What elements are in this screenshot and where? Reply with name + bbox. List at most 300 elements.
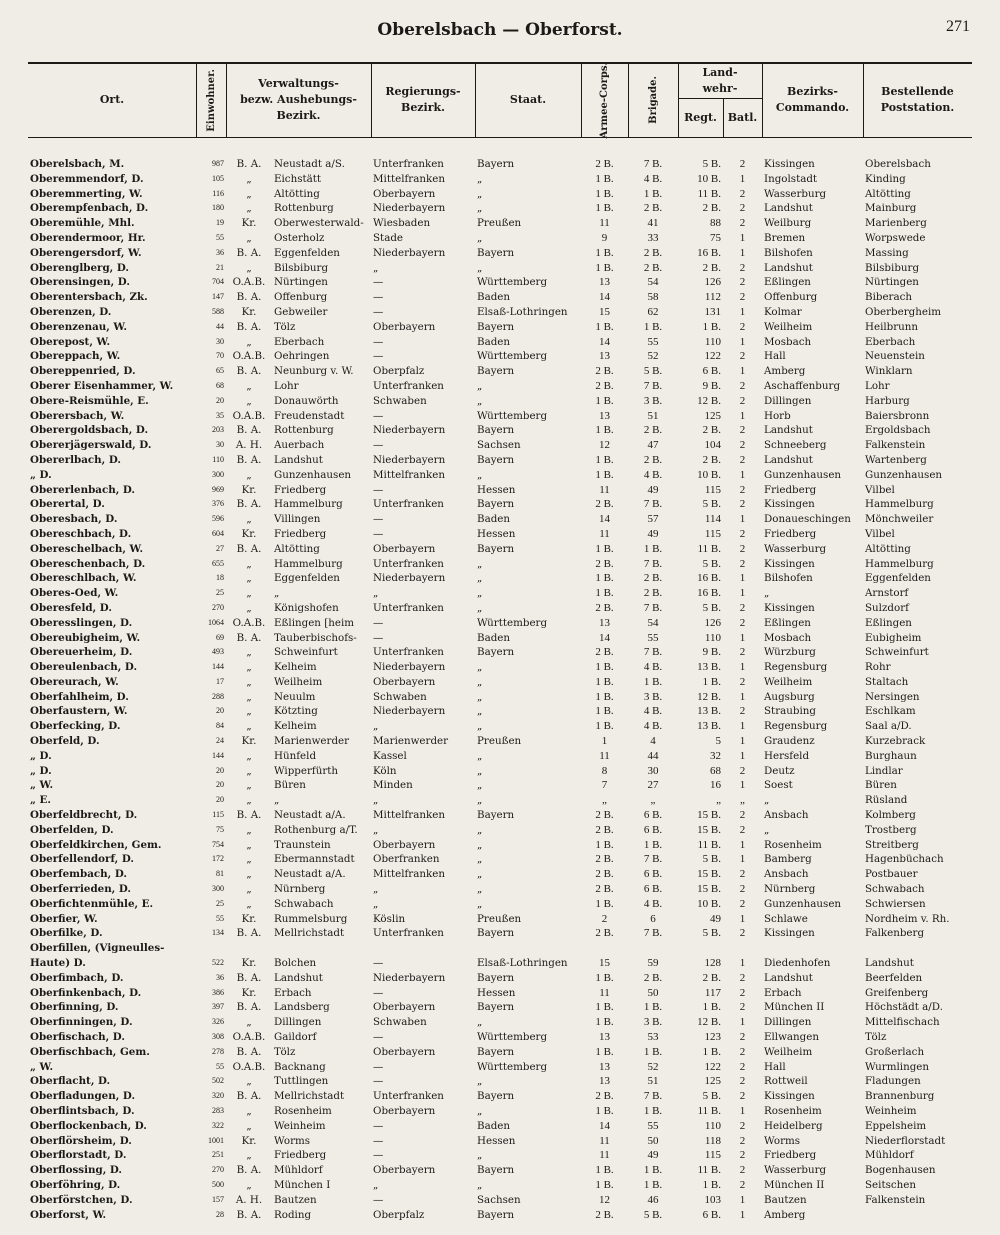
district-type	[226, 941, 272, 956]
landwehr-battalion: 2	[739, 498, 746, 511]
population: 493	[212, 647, 224, 657]
district-type: B. A.	[236, 320, 262, 333]
landwehr-battalion: 2	[739, 1075, 746, 1088]
government-district: Oberbayern	[373, 675, 436, 688]
place-name: Oberfinning, D.	[30, 1001, 119, 1014]
brigade: 7 B.	[643, 601, 663, 614]
government-district: —	[373, 1031, 384, 1044]
state: „	[477, 705, 483, 718]
landwehr-regiment: 10 B.	[697, 897, 721, 910]
landwehr-battalion: 2	[739, 971, 746, 984]
landwehr-battalion: 2	[739, 809, 746, 822]
district-type: „	[246, 261, 252, 274]
government-district: Oberbayern	[373, 1105, 436, 1117]
population: 596	[212, 514, 224, 524]
population: 70	[216, 351, 224, 361]
government-district: —	[373, 616, 384, 629]
state: „	[477, 202, 483, 215]
post-station: Eggenfelden	[865, 572, 931, 585]
table-row	[28, 349, 972, 364]
government-district: Oberbayern	[373, 1045, 436, 1058]
district-type: Kr.	[241, 986, 257, 999]
district-type: Kr.	[241, 957, 257, 970]
place-name: „ D.	[30, 468, 52, 481]
place-name: Obereulenbach, D.	[30, 661, 138, 674]
place-name: Oberföhring, D.	[30, 1178, 121, 1191]
place-name: Oberforst, W.	[30, 1208, 107, 1221]
table-row	[28, 187, 972, 202]
army-corps: 1 B.	[595, 1001, 614, 1014]
table-row	[28, 468, 972, 483]
landwehr-regiment: 117	[704, 986, 721, 999]
admin-district: Tölz	[274, 320, 296, 333]
header-rule-bottom	[28, 137, 972, 138]
table-row	[28, 808, 972, 823]
admin-district	[272, 941, 371, 956]
government-district: Mittelfranken	[373, 868, 445, 881]
place-name: „ W.	[30, 779, 54, 792]
district-command: Weilburg	[764, 217, 812, 230]
admin-district: Gunzenhausen	[274, 468, 352, 481]
brigade: 6	[650, 912, 656, 925]
landwehr-battalion: 2	[739, 1001, 746, 1014]
population: 522	[212, 958, 224, 968]
landwehr-battalion: 1	[739, 957, 746, 970]
district-command: Landshut	[764, 261, 813, 274]
state: Württemberg	[477, 350, 548, 363]
admin-district: Neuulm	[274, 690, 316, 703]
post-station: Oberelsbach	[865, 158, 931, 170]
government-district: —	[373, 527, 384, 540]
table-row	[28, 157, 972, 172]
place-name: Oberflockenbach, D.	[30, 1119, 147, 1132]
table-row	[28, 1148, 972, 1163]
brigade: 49	[647, 483, 659, 496]
landwehr-battalion: 2	[739, 883, 746, 896]
landwehr-regiment: 16 B.	[697, 587, 721, 600]
government-district: —	[373, 305, 384, 318]
brigade: 51	[647, 409, 659, 422]
table-row	[28, 290, 972, 305]
post-station: Eubigheim	[865, 631, 922, 644]
post-station: Hammelburg	[865, 557, 934, 570]
district-type: B. A.	[236, 927, 262, 940]
admin-district: Ebermannstadt	[274, 853, 355, 866]
post-station: Massing	[865, 246, 909, 259]
brigade: 1 B.	[643, 675, 663, 688]
landwehr-battalion: 1	[739, 690, 746, 703]
district-type: A. H.	[235, 1193, 263, 1206]
landwehr-regiment: 5 B.	[702, 158, 721, 170]
government-district: —	[373, 1134, 384, 1147]
admin-district: Donauwörth	[274, 394, 339, 407]
district-type: B. A.	[236, 246, 262, 259]
population: 21	[216, 262, 224, 272]
landwehr-regiment: „	[716, 794, 721, 807]
place-name: Oberfilke, D.	[30, 927, 103, 940]
admin-district: Offenburg	[274, 291, 328, 304]
government-district: Unterfranken	[373, 158, 444, 170]
state: „	[477, 1149, 483, 1162]
district-command: Eßlingen	[764, 616, 811, 629]
brigade: 41	[647, 217, 659, 230]
post-station: Seitschen	[865, 1178, 916, 1191]
brigade	[628, 941, 678, 956]
landwehr-battalion: 2	[739, 616, 746, 629]
state: „	[477, 1016, 483, 1029]
landwehr-regiment: 9 B.	[702, 646, 721, 659]
landwehr-battalion: 1	[739, 779, 746, 792]
population: 180	[212, 203, 224, 213]
landwehr-battalion: 2	[739, 557, 746, 570]
post-station: Marienberg	[865, 217, 927, 230]
brigade: „	[650, 794, 656, 807]
brigade: 1 B.	[643, 320, 663, 333]
army-corps: 2 B.	[595, 379, 614, 392]
place-name: Oberentersbach, Zk.	[30, 291, 148, 304]
brigade: 52	[647, 350, 659, 363]
army-corps: 1 B.	[595, 453, 614, 466]
post-station: Lohr	[865, 379, 890, 392]
landwehr-battalion: 1	[739, 468, 746, 481]
army-corps: 14	[599, 291, 610, 304]
district-type: O.A.B.	[232, 1031, 266, 1044]
header-einwohner: Einwohner.	[205, 68, 217, 132]
post-station: Mönchweiler	[865, 513, 934, 526]
admin-district: Eberbach	[274, 335, 325, 348]
state: Bayern	[477, 424, 515, 437]
district-command: Rottweil	[764, 1075, 808, 1088]
landwehr-battalion: 2	[739, 1090, 746, 1103]
state: Bayern	[477, 1090, 515, 1103]
army-corps: 1 B.	[595, 394, 614, 407]
state: Bayern	[477, 365, 515, 378]
post-station: Arnstorf	[865, 587, 909, 600]
population: 75	[216, 824, 224, 834]
brigade: 6 B.	[643, 809, 663, 822]
state: „	[477, 853, 483, 866]
table-row	[28, 379, 972, 394]
admin-district: Wipperfürth	[274, 764, 339, 777]
table-row	[28, 734, 972, 749]
admin-district: Eggenfelden	[274, 572, 340, 585]
table-row	[28, 1104, 972, 1119]
post-station: Lindlar	[865, 764, 903, 777]
district-type: O.A.B.	[232, 1060, 266, 1073]
admin-district: Neustadt a/A.	[274, 868, 346, 881]
post-station: Ergoldsbach	[865, 424, 931, 437]
landwehr-battalion: 2	[739, 897, 746, 910]
population: 110	[212, 454, 224, 464]
state: Württemberg	[477, 409, 548, 422]
landwehr-battalion: 2	[739, 675, 746, 688]
district-type: „	[246, 838, 252, 851]
place-name: Oberelsbach, M.	[30, 158, 125, 170]
population: 84	[216, 721, 224, 731]
state: Württemberg	[477, 616, 548, 629]
brigade: 6 B.	[643, 883, 663, 896]
district-command: Bautzen	[764, 1193, 807, 1206]
place-name: Obere-Reismühle, E.	[30, 394, 149, 407]
brigade: 4 B.	[643, 720, 663, 733]
table-row	[28, 764, 972, 779]
landwehr-regiment: 1 B.	[702, 1178, 721, 1191]
state: „	[477, 557, 483, 570]
landwehr-regiment: 11 B.	[697, 838, 721, 851]
table-row	[28, 971, 972, 986]
army-corps: 11	[599, 217, 610, 230]
state: Elsaß-Lothringen	[477, 957, 568, 970]
district-command: Landshut	[764, 971, 813, 984]
brigade: 52	[647, 1060, 659, 1073]
header-poststation: Bestellende Poststation.	[880, 85, 955, 114]
table-row	[28, 1178, 972, 1193]
government-district: —	[373, 291, 384, 304]
district-type: O.A.B.	[232, 409, 266, 422]
population: 19	[216, 218, 224, 228]
admin-district: Eggenfelden	[274, 246, 340, 259]
government-district: —	[373, 1149, 384, 1162]
place-name: Obereppenried, D.	[30, 365, 136, 378]
population: 18	[216, 573, 224, 583]
population: 116	[212, 188, 224, 198]
district-type: „	[246, 646, 252, 659]
place-name: Oberferrieden, D.	[30, 883, 131, 896]
landwehr-battalion: 2	[739, 927, 746, 940]
landwehr-regiment: 1 B.	[702, 1001, 721, 1014]
army-corps: 12	[599, 1193, 610, 1206]
brigade: 2 B.	[643, 246, 663, 259]
brigade: 49	[647, 527, 659, 540]
landwehr-regiment: 12 B.	[697, 1016, 721, 1029]
population: 500	[212, 1179, 224, 1189]
district-command: Bilshofen	[764, 246, 813, 259]
district-command: Dillingen	[764, 394, 812, 407]
brigade: 1 B.	[643, 1105, 663, 1117]
brigade: 30	[647, 764, 659, 777]
state: Hessen	[477, 1134, 516, 1147]
government-district: Oberbayern	[373, 1001, 436, 1014]
state: „	[477, 675, 483, 688]
landwehr-battalion: 2	[739, 483, 746, 496]
post-station: Schwabach	[865, 883, 925, 896]
district-command: Rosenheim	[764, 1105, 822, 1117]
government-district: Unterfranken	[373, 601, 444, 614]
landwehr-battalion: 1	[739, 513, 746, 526]
table-row	[28, 1015, 972, 1030]
brigade: 49	[647, 1149, 659, 1162]
landwehr-battalion: 2	[739, 705, 746, 718]
army-corps: 1 B.	[595, 424, 614, 437]
table-row	[28, 438, 972, 453]
district-command: Mosbach	[764, 631, 812, 644]
place-name: Oberesfeld, D.	[30, 601, 112, 614]
admin-district: München I	[274, 1178, 331, 1191]
landwehr-battalion: 2	[739, 291, 746, 304]
post-station: Beerfelden	[865, 971, 923, 984]
population: 20	[216, 795, 224, 805]
population: 288	[212, 691, 224, 701]
state: Bayern	[477, 542, 515, 555]
district-type: „	[246, 661, 252, 674]
army-corps: 2 B.	[595, 498, 614, 511]
brigade: 27	[647, 779, 659, 792]
government-district: Oberfranken	[373, 853, 440, 866]
state: Bayern	[477, 1164, 515, 1177]
district-command: Friedberg	[764, 483, 817, 496]
admin-district: Kelheim	[274, 661, 317, 674]
table-row	[28, 690, 972, 705]
brigade: 47	[647, 439, 659, 452]
brigade: 4 B.	[643, 468, 663, 481]
population: 754	[212, 839, 224, 849]
landwehr-regiment: 12 B.	[697, 394, 721, 407]
government-district: „	[373, 794, 379, 807]
table-row	[28, 586, 972, 601]
table-row	[28, 1045, 972, 1060]
post-station: Worpswede	[865, 231, 926, 244]
place-name: Oberfischach, D.	[30, 1031, 125, 1044]
state: Bayern	[477, 646, 515, 659]
population: 502	[212, 1076, 224, 1086]
brigade: 51	[647, 1075, 659, 1088]
table-row	[28, 1119, 972, 1134]
admin-district: Weinheim	[274, 1119, 326, 1132]
army-corps: 2 B.	[595, 601, 614, 614]
state: „	[477, 379, 483, 392]
population: 20	[216, 765, 224, 775]
place-name: Oberemühle, Mhl.	[30, 217, 135, 230]
state: Bayern	[477, 453, 515, 466]
table-row	[28, 483, 972, 498]
header-brigade: Brigade.	[647, 76, 659, 124]
landwehr-regiment: 115	[704, 1149, 721, 1162]
district-type: „	[246, 335, 252, 348]
landwehr-regiment: 1 B.	[702, 320, 721, 333]
district-command: Ansbach	[764, 868, 809, 881]
admin-district: Traunstein	[274, 838, 331, 851]
district-command: Dillingen	[764, 1016, 812, 1029]
district-type: B. A.	[236, 291, 262, 304]
post-station: Büren	[865, 779, 897, 792]
district-type: B. A.	[236, 365, 262, 378]
state: „	[477, 601, 483, 614]
army-corps: 13	[599, 1075, 610, 1088]
government-district: Oberpfalz	[373, 1208, 425, 1221]
army-corps: 12	[599, 439, 610, 452]
population: 20	[216, 706, 224, 716]
army-corps: 2 B.	[595, 158, 614, 170]
admin-district: Mühldorf	[274, 1164, 323, 1177]
government-district: Niederbayern	[373, 453, 446, 466]
brigade: 50	[647, 1134, 659, 1147]
admin-district: Büren	[274, 779, 306, 792]
state: Sachsen	[477, 1193, 521, 1206]
district-type: O.A.B.	[232, 616, 266, 629]
population: 251	[212, 1150, 224, 1160]
district-command: München II	[764, 1001, 825, 1014]
district-command: „	[764, 587, 770, 600]
landwehr-regiment: 131	[704, 305, 721, 318]
army-corps: 1 B.	[595, 971, 614, 984]
population: 1064	[208, 617, 224, 627]
state: Baden	[477, 513, 511, 526]
table-row	[28, 1193, 972, 1208]
header-regt: Regt.	[684, 111, 717, 125]
population: 969	[212, 484, 224, 494]
admin-district: Tölz	[274, 1045, 296, 1058]
population: 44	[216, 321, 224, 331]
government-district: „	[373, 1178, 379, 1191]
place-name: Oberer Eisenhammer, W.	[30, 379, 174, 392]
landwehr-battalion: 1	[739, 587, 746, 600]
admin-district: Eichstätt	[274, 172, 322, 185]
admin-district: Friedberg	[274, 527, 327, 540]
district-command: Kissingen	[764, 498, 815, 511]
district-command: Gunzenhausen	[764, 468, 842, 481]
district-type: „	[246, 231, 252, 244]
place-name: Haute) D.	[30, 957, 86, 970]
post-station: Nordheim v. Rh.	[865, 912, 950, 925]
landwehr-battalion: 1	[739, 735, 746, 748]
army-corps: 13	[599, 616, 610, 629]
admin-district: Marienwerder	[274, 735, 350, 748]
admin-district: Altötting	[274, 187, 320, 200]
district-command: Landshut	[764, 202, 813, 215]
post-station: Oberbergheim	[865, 305, 942, 318]
landwehr-battalion: 2	[739, 823, 746, 836]
brigade: 53	[647, 1031, 659, 1044]
place-name: „ D.	[30, 749, 52, 762]
place-name: Oberfahlheim, D.	[30, 690, 129, 703]
brigade: 7 B.	[643, 557, 663, 570]
admin-district: Friedberg	[274, 1149, 327, 1162]
district-command: Nürnberg	[764, 883, 816, 896]
district-command: Rosenheim	[764, 838, 822, 851]
state: „	[477, 468, 483, 481]
state: Bayern	[477, 320, 515, 333]
table-row	[28, 231, 972, 246]
landwehr-regiment: 11 B.	[697, 1105, 721, 1117]
district-type: „	[246, 897, 252, 910]
landwehr-regiment: 6 B.	[702, 365, 721, 378]
district-command: Kissingen	[764, 158, 815, 170]
post-station: Wurmlingen	[865, 1060, 930, 1073]
admin-district: Bolchen	[274, 957, 317, 970]
district-type: „	[246, 379, 252, 392]
landwehr-battalion: 2	[739, 202, 746, 215]
government-district: Mittelfranken	[373, 172, 445, 185]
district-command: Kissingen	[764, 601, 815, 614]
population: 36	[216, 247, 224, 257]
landwehr-battalion: 1	[739, 838, 746, 851]
place-name: Oberflossing, D.	[30, 1164, 123, 1177]
landwehr-regiment: 115	[704, 527, 721, 540]
post-station: Vilbel	[865, 527, 895, 540]
table-row	[28, 394, 972, 409]
landwehr-battalion: 2	[739, 276, 746, 289]
brigade: 7 B.	[643, 853, 663, 866]
district-type: „	[246, 764, 252, 777]
state: Bayern	[477, 1045, 515, 1058]
government-district: Oberbayern	[373, 320, 436, 333]
landwehr-regiment: 128	[704, 957, 721, 970]
army-corps: 2	[601, 912, 608, 925]
army-corps: 2 B.	[595, 1090, 614, 1103]
district-type: „	[246, 1075, 252, 1088]
district-command: Worms	[764, 1134, 801, 1147]
state: Baden	[477, 1119, 511, 1132]
